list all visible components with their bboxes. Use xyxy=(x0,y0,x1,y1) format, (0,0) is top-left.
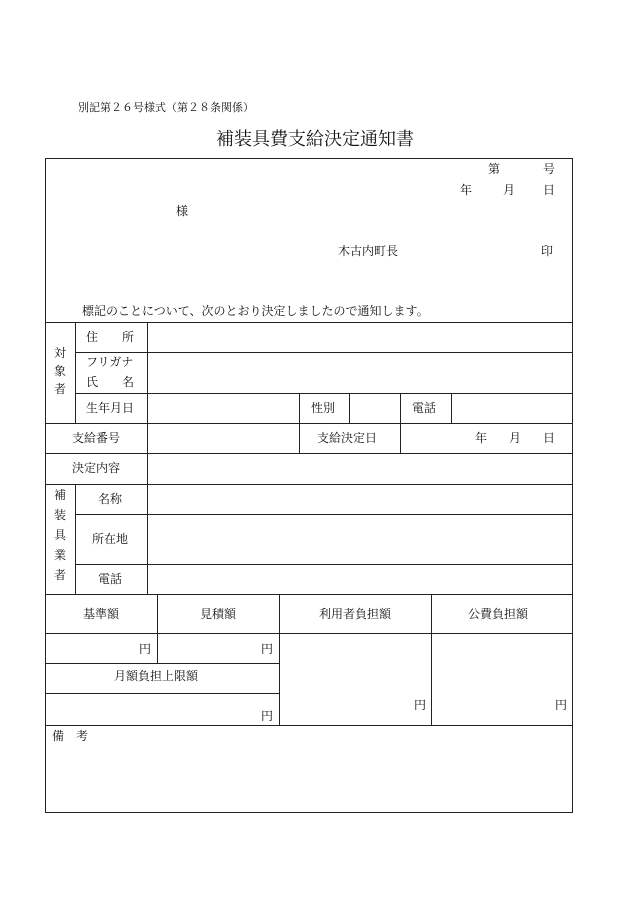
divider-payment-number-bottom xyxy=(45,453,573,454)
vline-vendor-group xyxy=(75,484,76,594)
notice-body-text: 標記のことについて、次のとおり決定しましたので通知します。 xyxy=(82,304,429,318)
vline-label-col xyxy=(147,322,148,594)
decision-date-label: 支給決定日 xyxy=(317,431,378,445)
birthdate-label: 生年月日 xyxy=(86,401,135,415)
standard-amount-label: 基準額 xyxy=(83,607,120,621)
divider-name-bottom xyxy=(75,393,573,394)
divider-vendor-bottom xyxy=(45,594,573,595)
subject-group-char: 対 xyxy=(53,346,66,360)
address-label: 住 所 xyxy=(86,330,135,344)
vendor-group-char: 者 xyxy=(53,568,66,582)
divider-vendor-name-bottom xyxy=(75,514,573,515)
public-burden-yen: 円 xyxy=(555,698,568,712)
furigana-label: フリガナ xyxy=(86,355,134,369)
document-title: 補装具費支給決定通知書 xyxy=(216,129,414,150)
remarks-label: 備 考 xyxy=(52,729,89,743)
divider-amount-left-row2 xyxy=(45,693,279,694)
divider-address-bottom xyxy=(75,352,573,353)
vline-phone-right xyxy=(451,393,452,423)
name-label: 氏 名 xyxy=(86,375,135,389)
estimate-amount-label: 見積額 xyxy=(200,607,237,621)
divider-notice-bottom xyxy=(45,322,573,323)
form-frame xyxy=(45,158,573,813)
date-nen: 年 xyxy=(460,183,473,197)
vendor-group-label xyxy=(50,489,70,581)
vendor-group-char: 具 xyxy=(53,528,66,542)
vendor-group-char: 業 xyxy=(53,548,66,562)
divider-subject-bottom xyxy=(45,423,573,424)
vline-gender-right xyxy=(349,393,350,423)
number-dai: 第 xyxy=(488,162,501,176)
user-burden-label: 利用者負担額 xyxy=(319,607,392,621)
date-tsuki: 月 xyxy=(503,183,516,197)
public-burden-label: 公費負担額 xyxy=(468,607,529,621)
user-burden-yen: 円 xyxy=(414,698,427,712)
divider-amount-bottom xyxy=(45,725,573,726)
vendor-phone-label: 電話 xyxy=(98,572,123,586)
divider-content-bottom xyxy=(45,484,573,485)
divider-amount-header-bottom xyxy=(45,633,573,634)
monthly-cap-label: 月額負担上限額 xyxy=(114,669,199,683)
phone-label: 電話 xyxy=(412,401,437,415)
subject-group-label xyxy=(50,347,70,395)
recipient-sama: 様 xyxy=(176,204,189,218)
decision-date-nen: 年 xyxy=(475,431,488,445)
vline-amount-col3 xyxy=(431,594,432,725)
form-number: 別記第２６号様式（第２８条関係） xyxy=(78,101,254,114)
payment-number-label: 支給番号 xyxy=(72,431,121,445)
standard-amount-yen: 円 xyxy=(139,642,152,656)
estimate-amount-yen: 円 xyxy=(261,642,274,656)
monthly-cap-yen: 円 xyxy=(261,709,274,723)
subject-group-char: 象 xyxy=(53,364,66,378)
vline-gender-left xyxy=(299,393,300,453)
vline-amount-col1 xyxy=(157,594,158,663)
vline-amount-col2 xyxy=(279,594,280,725)
decision-content-label: 決定内容 xyxy=(72,461,121,475)
date-hi: 日 xyxy=(543,183,556,197)
decision-date-hi: 日 xyxy=(543,431,556,445)
vendor-location-label: 所在地 xyxy=(92,532,129,546)
gender-label: 性別 xyxy=(311,401,336,415)
seal-mark: 印 xyxy=(541,244,554,258)
divider-amount-left-row1 xyxy=(45,663,279,664)
vline-subject-group xyxy=(75,322,76,423)
subject-group-char: 者 xyxy=(53,382,66,396)
vendor-group-char: 補 xyxy=(53,488,66,502)
decision-date-tsuki: 月 xyxy=(509,431,522,445)
divider-vendor-location-bottom xyxy=(75,564,573,565)
vendor-group-char: 装 xyxy=(53,508,66,522)
issuer-name: 木古内町長 xyxy=(338,244,399,258)
vline-decision-date xyxy=(400,423,401,453)
vendor-name-label: 名称 xyxy=(98,492,123,506)
vline-phone-left xyxy=(400,393,401,423)
number-go: 号 xyxy=(543,162,556,176)
